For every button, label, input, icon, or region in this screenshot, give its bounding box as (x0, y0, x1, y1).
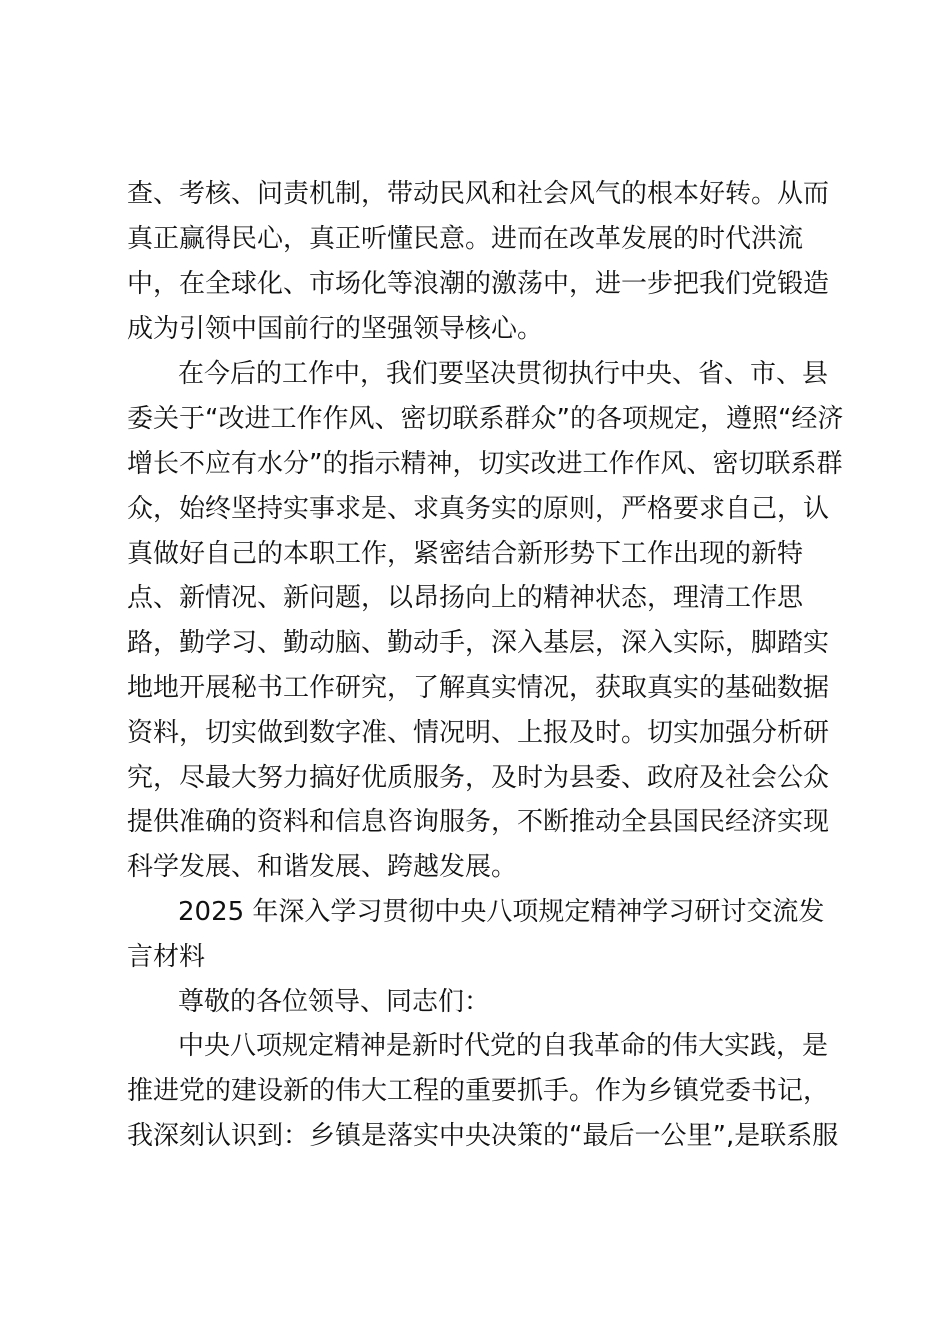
text-line: 中，在全球化、市场化等浪潮的激荡中，进一步把我们党锻造 (127, 269, 830, 299)
text-line: 地地开展秘书工作研究，了解真实情况，获取真实的基础数据 (127, 673, 830, 703)
text-line: 增长不应有水分”的指示精神，切实改进工作作风、密切联系群 (127, 449, 843, 479)
section-title-line: 2025 年深入学习贯彻中央八项规定精神学习研讨交流发 (178, 897, 825, 927)
text-line: 查、考核、问责机制，带动民风和社会风气的根本好转。从而 (127, 179, 830, 209)
text-line: 委关于“改进工作作风、密切联系群众”的各项规定，遵照“经济 (127, 404, 844, 434)
text-line: 我深刻认识到：乡镇是落实中央决策的“最后一公里”,是联系服 (127, 1121, 839, 1151)
text-line: 真做好自己的本职工作，紧密结合新形势下工作出现的新特 (127, 539, 804, 569)
salutation: 尊敬的各位领导、同志们： (178, 987, 491, 1017)
text-line: 众，始终坚持实事求是、求真务实的原则，严格要求自己，认 (127, 494, 830, 524)
paragraph-first-line: 在今后的工作中，我们要坚决贯彻执行中央、省、市、县 (178, 359, 829, 389)
section-title-line: 言材料 (127, 942, 206, 972)
text-line: 点、新情况、新问题，以昂扬向上的精神状态，理清工作思 (127, 583, 804, 613)
text-line: 究，尽最大努力搞好优质服务，及时为县委、政府及社会公众 (127, 763, 830, 793)
text-line: 资料，切实做到数字准、情况明、上报及时。切实加强分析研 (127, 718, 830, 748)
text-line: 真正赢得民心，真正听懂民意。进而在改革发展的时代洪流 (127, 224, 804, 254)
text-line: 推进党的建设新的伟大工程的重要抓手。作为乡镇党委书记， (127, 1076, 830, 1106)
text-line: 成为引领中国前行的坚强领导核心。 (127, 314, 544, 344)
paragraph-first-line: 中央八项规定精神是新时代党的自我革命的伟大实践，是 (178, 1031, 829, 1061)
text-line: 路，勤学习、勤动脑、勤动手，深入基层，深入实际，脚踏实 (127, 628, 830, 658)
text-line: 提供准确的资料和信息咨询服务，不断推动全县国民经济实现 (127, 807, 830, 837)
text-line: 科学发展、和谐发展、跨越发展。 (127, 852, 518, 882)
